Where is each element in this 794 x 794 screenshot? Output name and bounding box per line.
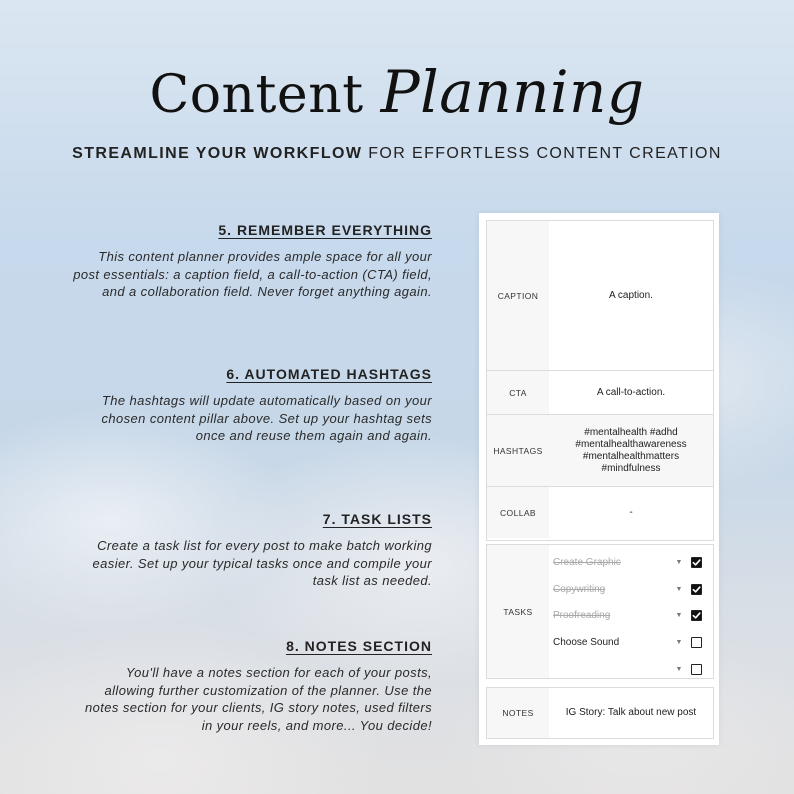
cta-row [487,371,713,415]
notes-block [486,687,714,739]
caption-row [487,221,713,371]
section-heading: 7. TASK LISTS [322,511,432,527]
task-checkbox[interactable] [691,610,702,621]
task-checkbox[interactable] [691,584,702,595]
caret-down-icon[interactable]: ▼ [675,558,683,566]
task-select[interactable]: Copywriting [553,583,606,595]
task-checkbox[interactable] [691,664,702,675]
section-heading: 6. AUTOMATED HASHTAGS [226,366,432,382]
section-heading: 8. NOTES SECTION [286,638,432,654]
collab-row [487,487,713,538]
caret-down-icon[interactable]: ▼ [675,585,683,593]
planner-card [479,213,719,745]
hashtags-field: #mentalhealth #adhd #mentalhealthawareness #mentalhealthmatters #mindfulness [549,415,713,486]
checkmark-icon [692,558,701,567]
tasks-label: TASKS [487,545,549,678]
subtitle-rest: FOR EFFORTLESS CONTENT CREATION [362,145,722,162]
title-planning: Planning [380,58,645,126]
hashtags-row [487,415,713,487]
notes-row [487,688,713,738]
task-checkbox[interactable] [691,637,702,648]
page-title [0,58,794,126]
hashtags-label: HASHTAGS [487,415,549,486]
tasks-row [487,545,713,678]
section-remember-everything [72,222,432,301]
notes-field[interactable]: IG Story: Talk about new post [565,707,697,718]
task-checkbox[interactable] [691,557,702,568]
caption-field[interactable]: A caption. [609,289,653,301]
section-text: You'll have a notes section for each of your posts, allowing further customization of the planner. Use the notes section for your clients, IG story notes, used filters in your reels, and more... You decide! [85,665,432,733]
section-text: The hashtags will update automatically based on your chosen content pillar above. Set up your hashtag sets once and reuse them again and again. [101,393,432,443]
section-text: This content planner provides ample space for all your post essentials: a caption field, a call-to-action (CTA) field, and a collaboration field. Never forget anything again. [73,249,432,299]
tasks-block [486,544,714,679]
section-task-lists [72,511,432,590]
subtitle-bold: STREAMLINE YOUR WORKFLOW [72,145,363,162]
checkmark-icon [692,585,701,594]
caret-down-icon[interactable]: ▼ [675,666,683,674]
task-select[interactable]: Proofreading [553,610,611,622]
section-automated-hashtags [72,366,432,445]
cta-field[interactable]: A call-to-action. [596,386,666,398]
task-item [549,549,713,576]
task-select[interactable]: Create Graphic [553,556,621,568]
task-item [549,629,713,656]
task-select[interactable]: Choose Sound [553,637,620,649]
task-item [549,576,713,603]
post-details-block [486,220,714,541]
section-text: Create a task list for every post to make batch working easier. Set up your typical tasks once and compile your task list as needed. [92,538,432,588]
task-item [549,656,713,683]
caret-down-icon[interactable]: ▼ [675,639,683,647]
section-notes [72,638,432,734]
collab-label: COLLAB [487,487,549,538]
subtitle [0,145,794,163]
caret-down-icon[interactable]: ▼ [675,612,683,620]
task-item [549,603,713,630]
cta-label: CTA [487,371,549,414]
caption-label: CAPTION [487,221,549,370]
checkmark-icon [692,611,701,620]
collab-field[interactable]: - [629,506,633,518]
task-list [549,545,713,678]
section-heading: 5. REMEMBER EVERYTHING [218,222,432,238]
notes-label: NOTES [487,688,549,738]
title-content: Content [149,65,364,125]
